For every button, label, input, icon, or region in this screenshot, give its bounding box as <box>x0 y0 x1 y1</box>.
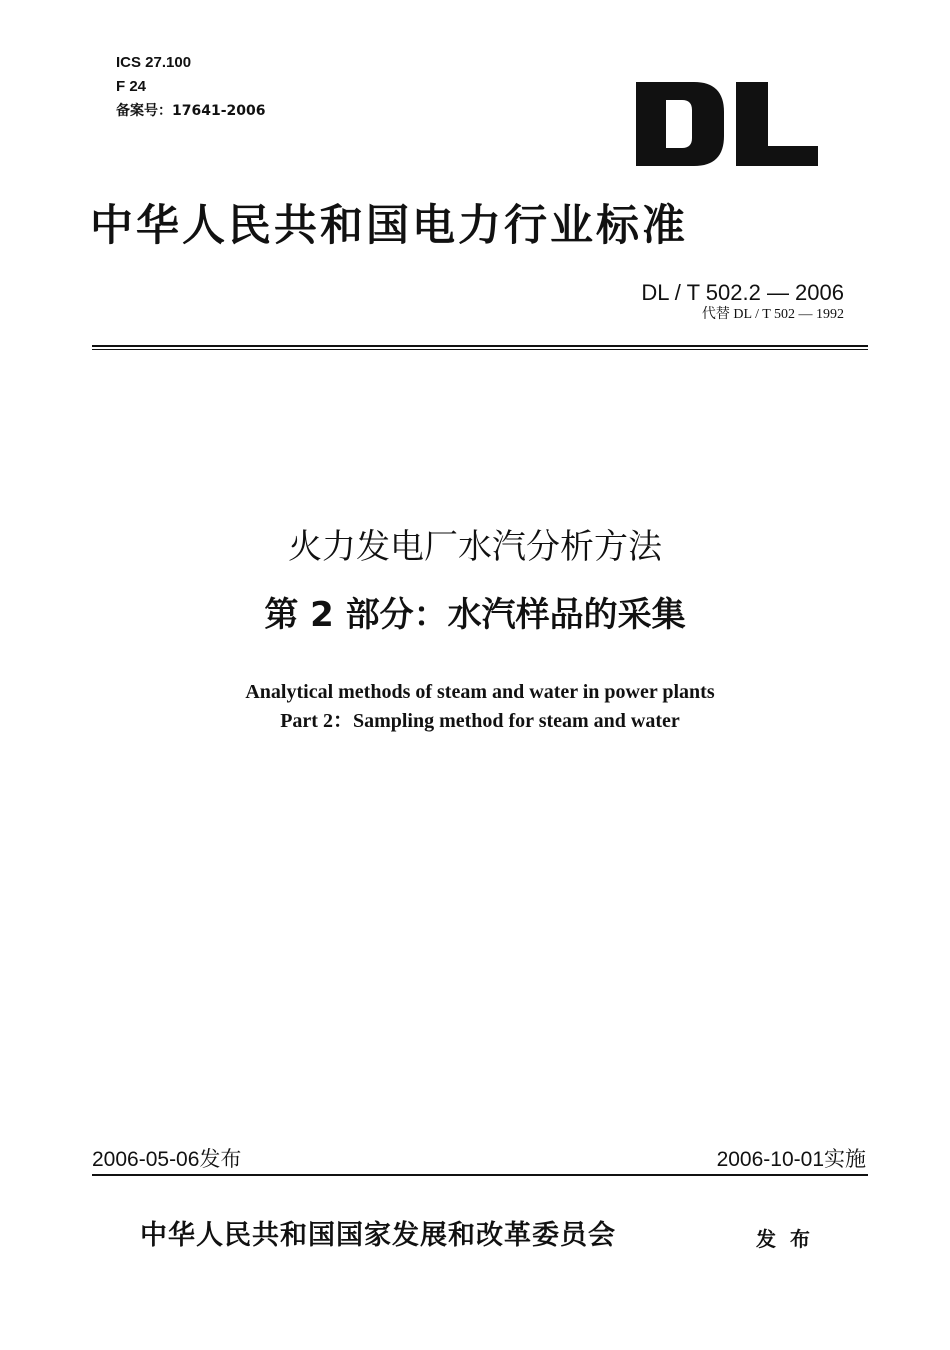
record-number: 备案号：17641-2006 <box>116 103 266 119</box>
dl-logo <box>632 80 822 170</box>
industry-standard-title: 中华人民共和国电力行业标准 <box>90 201 688 251</box>
header-divider-top <box>92 345 868 347</box>
replaced-standard: 代替 DL / T 502 — 1992 <box>701 307 844 322</box>
issuing-authority: 中华人民共和国国家发展和改革委员会 <box>140 1220 616 1251</box>
dl-logo-graphic <box>632 80 822 170</box>
header-divider-bottom <box>92 349 868 350</box>
document-subtitle-en: Part 2：Sampling method for steam and water <box>280 710 680 732</box>
document-title-en: Analytical methods of steam and water in power plants <box>245 681 715 703</box>
standard-number: DL / T 502.2 — 2006 <box>641 280 844 305</box>
issue-date: 2006-05-06发布 <box>92 1148 242 1171</box>
document-title-cn: 火力发电厂水汽分析方法 <box>288 527 662 567</box>
ccs-code: F 24 <box>116 78 147 95</box>
issue-label: 发布 <box>756 1227 824 1251</box>
footer-divider <box>92 1174 868 1176</box>
implementation-date: 2006-10-01实施 <box>716 1148 866 1171</box>
document-subtitle-cn: 第 2 部分：水汽样品的采集 <box>264 595 686 635</box>
ics-code: ICS 27.100 <box>116 54 192 71</box>
